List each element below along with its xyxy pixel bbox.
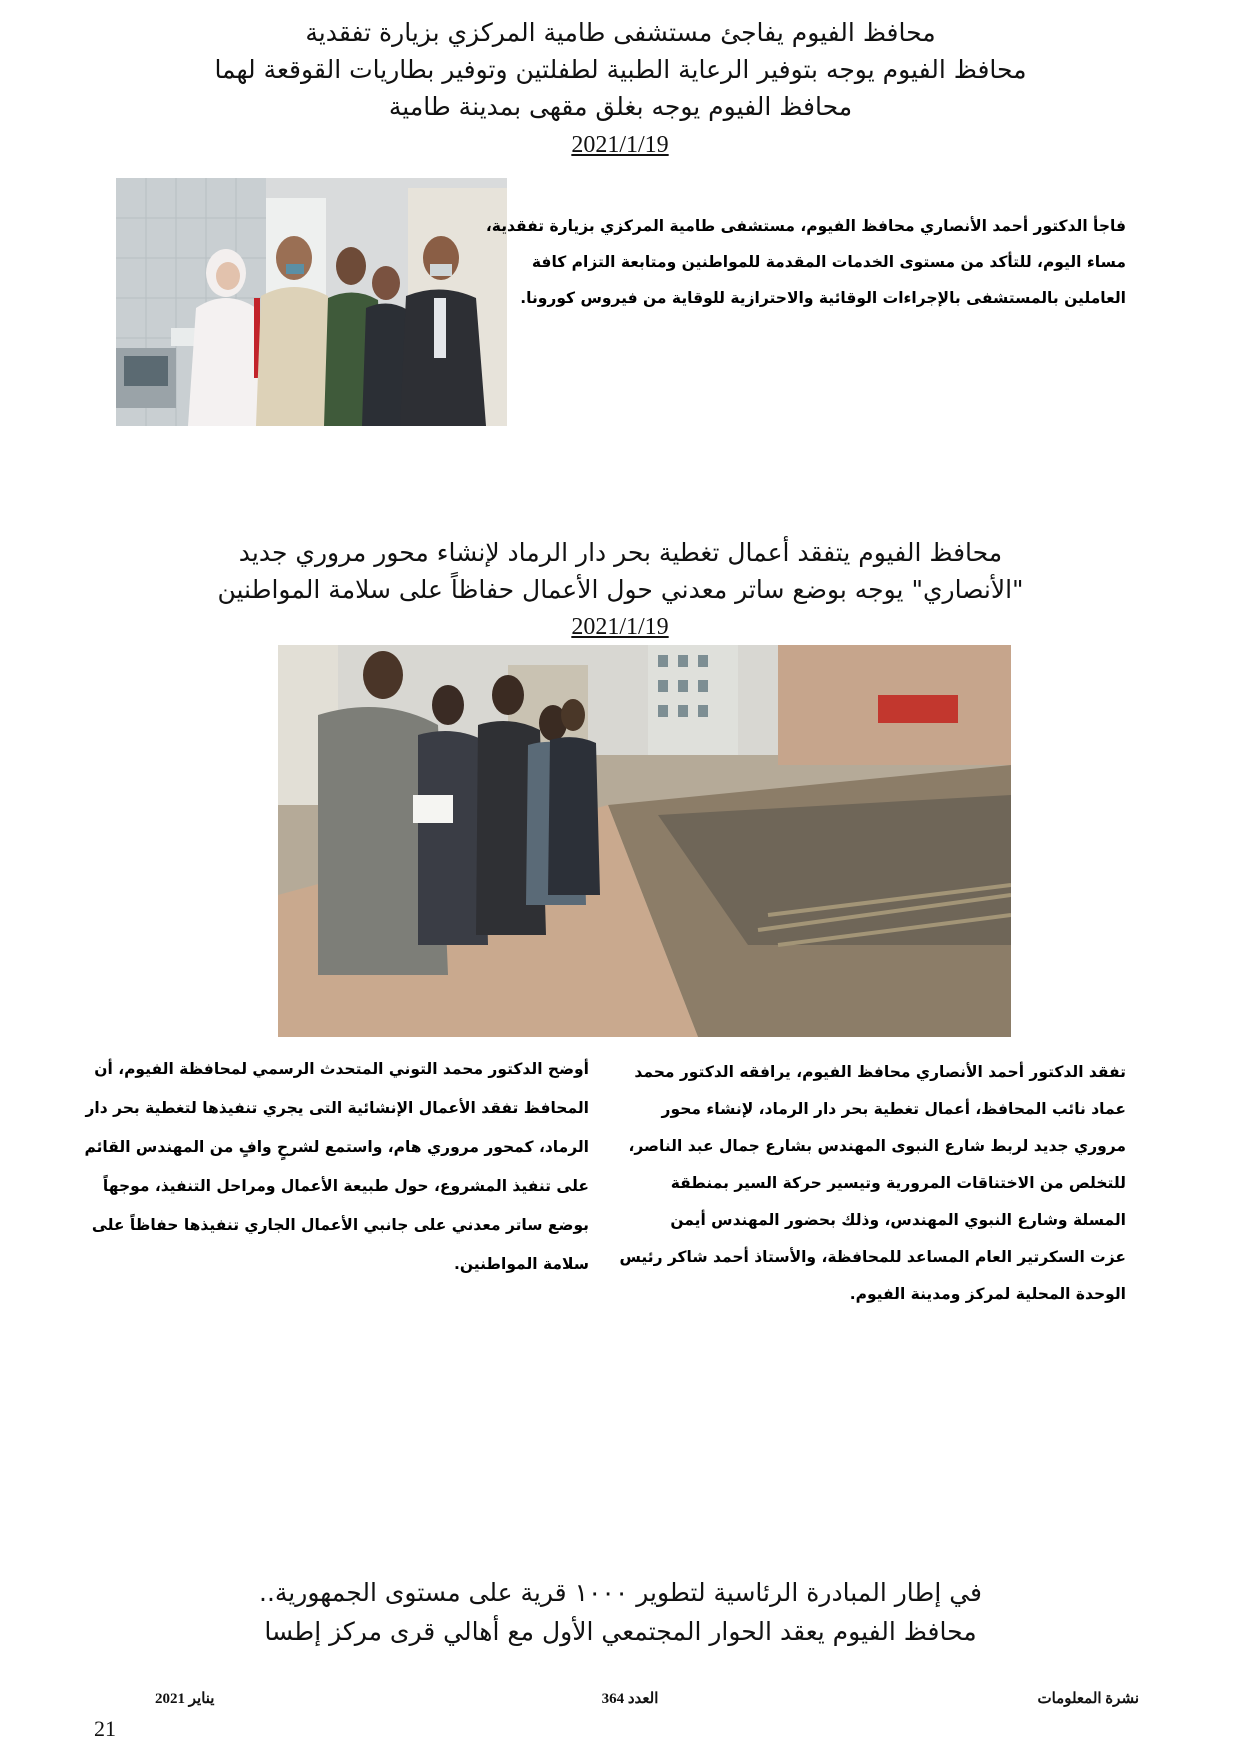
article3-title-line-2: محافظ الفيوم يعقد الحوار المجتمعي الأول مع أهالي قرى مركز إطسا xyxy=(264,1617,977,1646)
article2-right-line-6: عزت السكرتير العام المساعد للمحافظة، والأستاذ أحمد شاكر رئيس xyxy=(619,1248,1126,1266)
article2-left-line-1: أوضح الدكتور محمد التوني المتحدث الرسمي لمحافظة الفيوم، أن xyxy=(94,1060,589,1078)
hospital-visit-photo xyxy=(116,178,507,426)
article1-body-line-2: مساء اليوم، للتأكد من مستوى الخدمات المقدمة للمواطنين ومتابعة التزام كافة xyxy=(531,253,1126,271)
article1-title-line-2: محافظ الفيوم يوجه بتوفير الرعاية الطبية لطفلتين وتوفير بطاريات القوقعة لهما xyxy=(214,55,1027,84)
article2-left-line-4: على تنفيذ المشروع، حول طبيعة الأعمال ومراحل التنفيذ، موجهاً xyxy=(102,1177,589,1195)
construction-site-photo xyxy=(278,645,1011,1037)
article2-left-line-2: المحافظ تفقد الأعمال الإنشائية التى يجري تنفيذها لتغطية بحر دار xyxy=(85,1099,589,1117)
article2-right-line-1: تفقد الدكتور أحمد الأنصاري محافظ الفيوم، يرافقه الدكتور محمد xyxy=(634,1063,1126,1081)
footer-month: يناير 2021 xyxy=(155,1691,215,1707)
article3-title-line-1: في إطار المبادرة الرئاسية لتطوير ١٠٠٠ قرية على مستوى الجمهورية.. xyxy=(259,1578,982,1607)
article2-right-column xyxy=(619,1054,1126,1313)
article2-left-column xyxy=(84,1050,589,1284)
article2-title xyxy=(0,534,1241,608)
article2-left-line-6: سلامة المواطنين. xyxy=(453,1255,589,1273)
article1-title-line-1: محافظ الفيوم يفاجئ مستشفى طامية المركزي بزيارة تفقدية xyxy=(305,18,936,47)
article2-right-line-4: للتخلص من الاختناقات المرورية وتيسير حركة السير بمنطقة xyxy=(670,1174,1126,1192)
page-number: 21 xyxy=(94,1716,116,1741)
article1-body-line-1: فاجأ الدكتور أحمد الأنصاري محافظ الفيوم، مستشفى طامية المركزي بزيارة تفقدية، xyxy=(485,217,1126,235)
article2-title-line-2: "الأنصاري" يوجه بوضع ساتر معدني حول الأعمال حفاظاً على سلامة المواطنين xyxy=(217,575,1024,604)
article1-body-line-3: العاملين بالمستشفى بالإجراءات الوقائية والاحترازية للوقاية من فيروس كورونا. xyxy=(520,289,1126,307)
article1-date: 2021/1/19 xyxy=(571,132,669,158)
article1-body xyxy=(485,208,1126,316)
article2-right-line-5: المسلة وشارع النبوي المهندس، وذلك بحضور المهندس أيمن xyxy=(670,1211,1126,1229)
article2-date: 2021/1/19 xyxy=(571,614,669,640)
article2-left-line-3: الرماد، كمحور مروري هام، واستمع لشرحٍ وافٍ من المهندس القائم xyxy=(84,1138,589,1156)
article1-title xyxy=(0,14,1241,125)
footer-issue: العدد 364 xyxy=(601,1691,659,1707)
article2-right-line-2: عماد نائب المحافظ، أعمال تغطية بحر دار الرماد، لإنشاء محور xyxy=(661,1100,1126,1118)
article2-right-line-7: الوحدة المحلية لمركز ومدينة الفيوم. xyxy=(849,1285,1126,1303)
article3-title xyxy=(0,1573,1241,1651)
article2-right-line-3: مروري جديد لربط شارع النبوى المهندس بشارع جمال عبد الناصر، xyxy=(628,1137,1126,1155)
article2-left-line-5: بوضع ساتر معدني على جانبي الأعمال الجاري تنفيذها حفاظاً على xyxy=(91,1216,589,1234)
article1-title-line-3: محافظ الفيوم يوجه بغلق مقهى بمدينة طامية xyxy=(388,92,853,121)
footer-publication: نشرة المعلومات xyxy=(1037,1691,1139,1707)
article2-title-line-1: محافظ الفيوم يتفقد أعمال تغطية بحر دار الرماد لإنشاء محور مروري جديد xyxy=(238,538,1003,567)
